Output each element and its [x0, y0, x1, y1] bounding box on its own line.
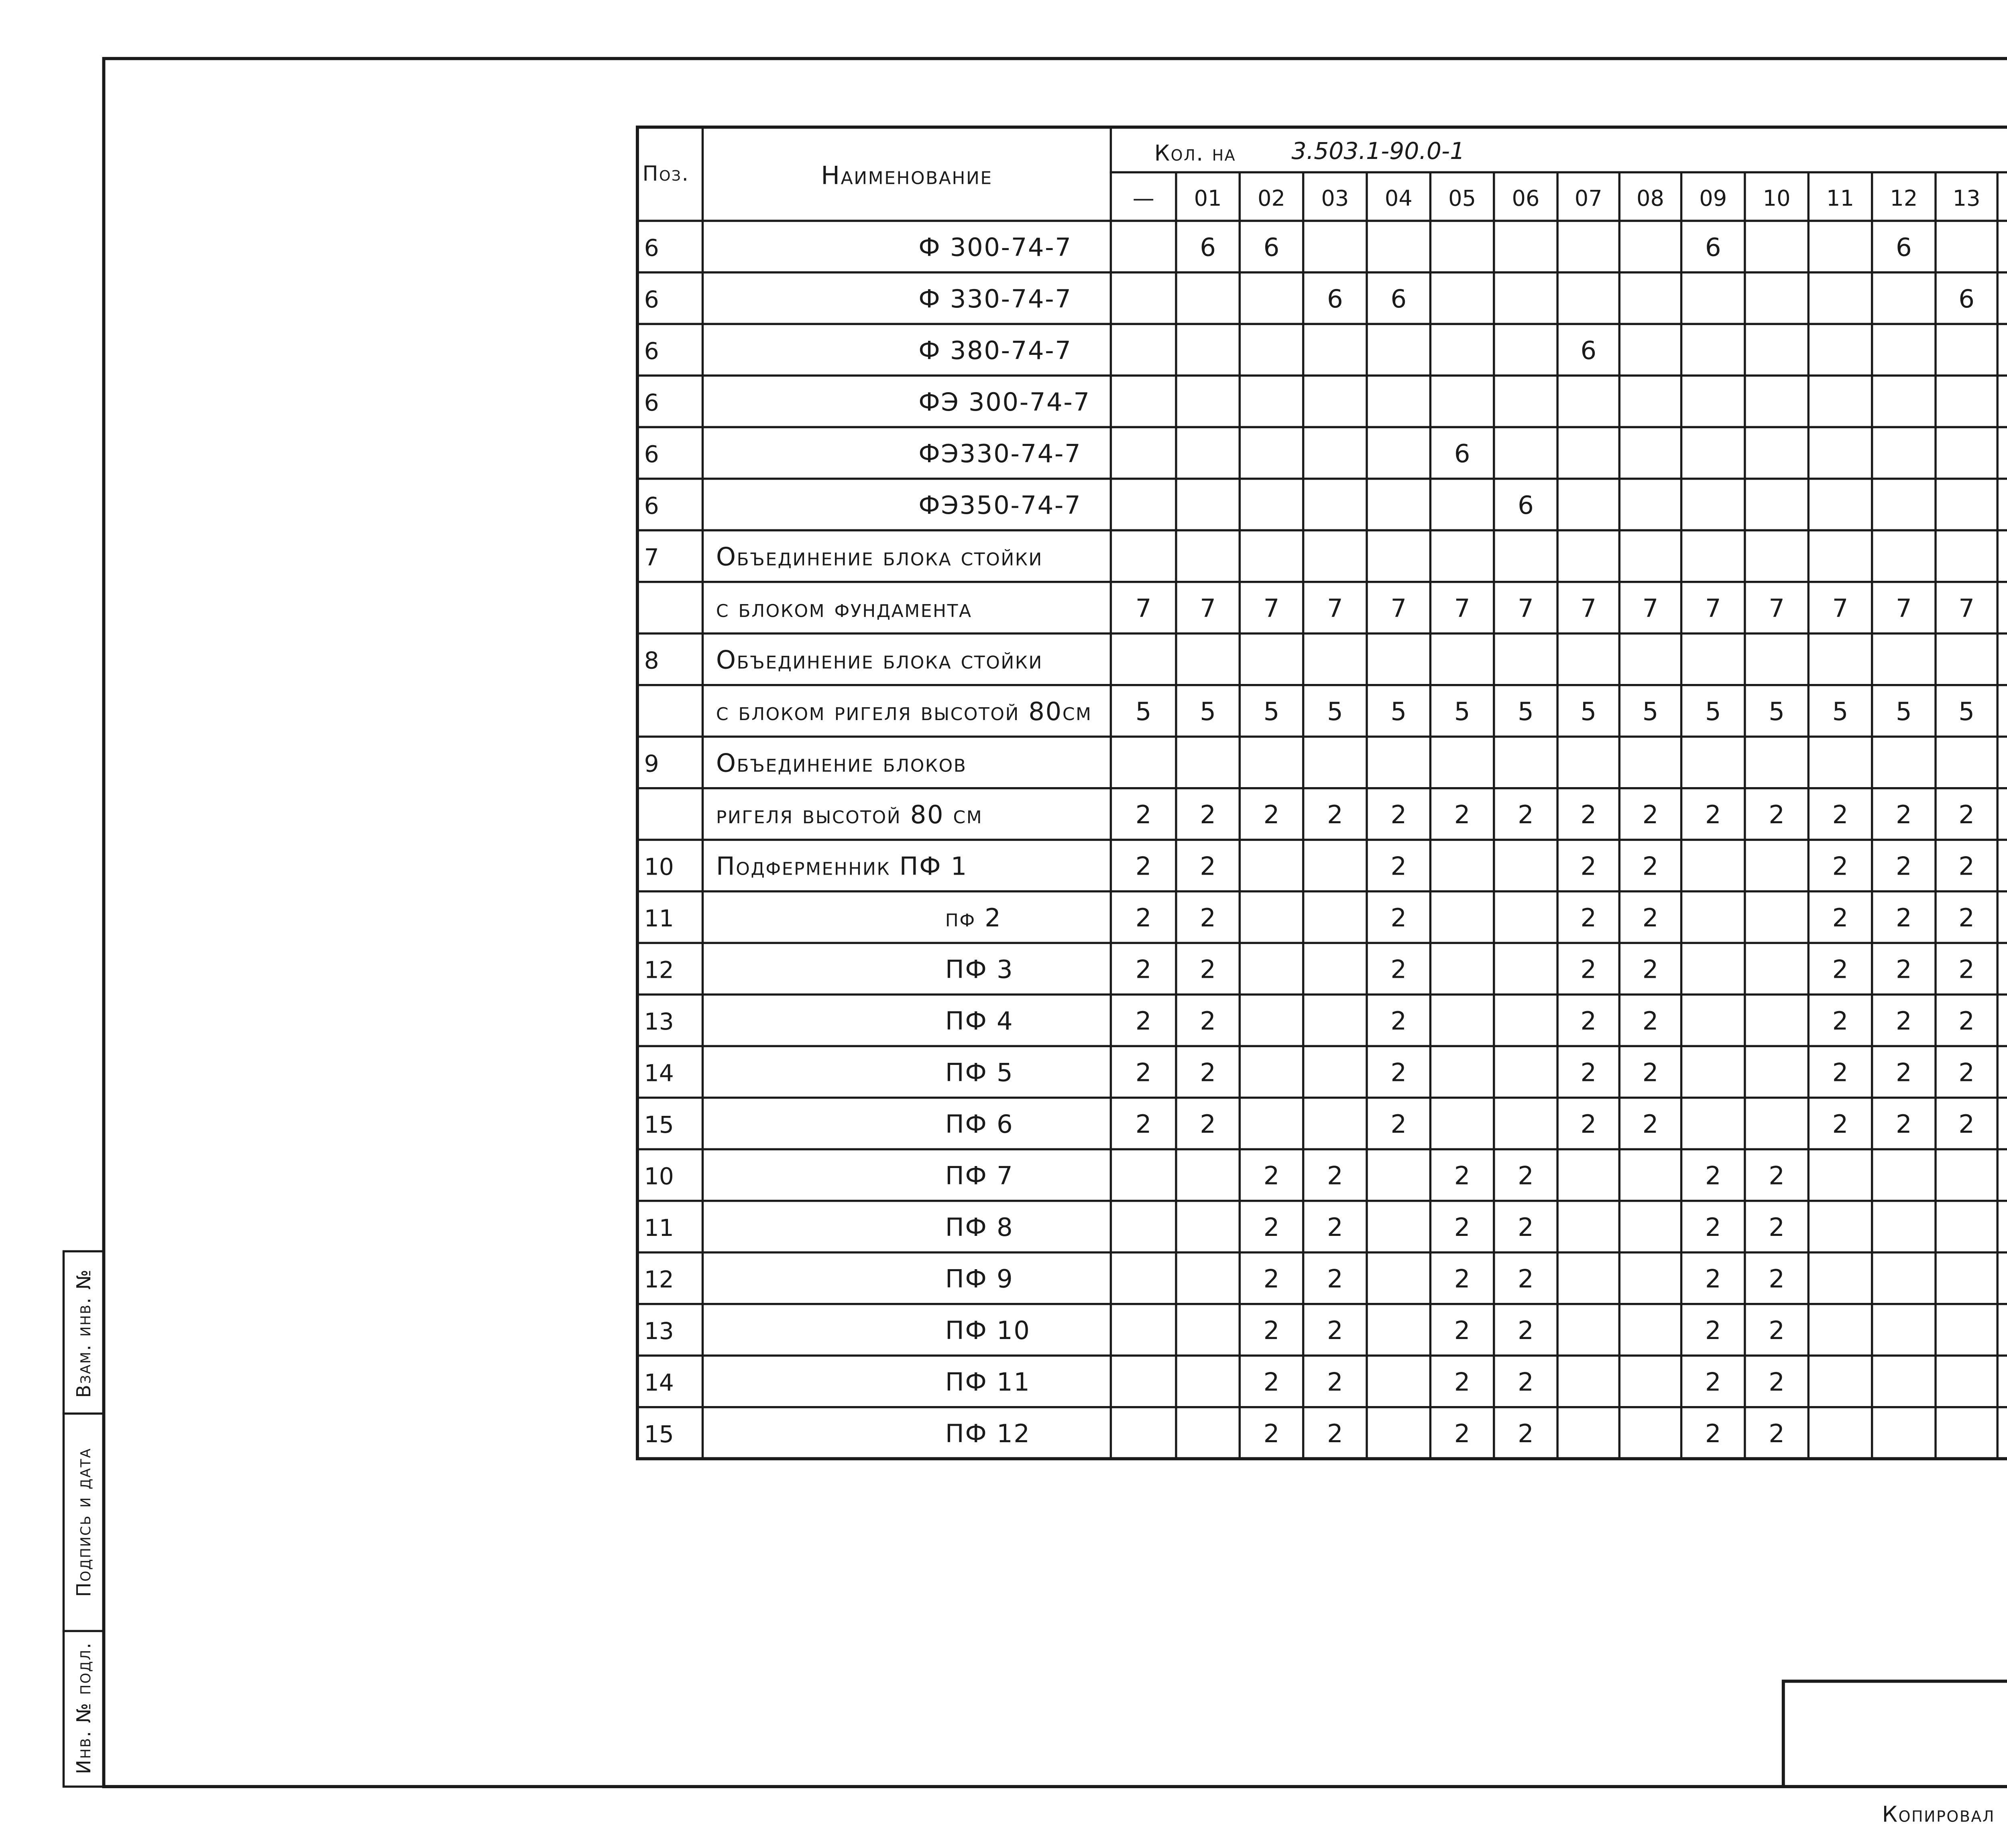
quantity-cell: 2 [1832, 955, 1848, 984]
quantity-column-header: 05 [1448, 185, 1476, 211]
quantity-cell: 2 [1895, 851, 1912, 881]
quantity-column-header: — [1132, 185, 1154, 211]
quantity-cell: 2 [1832, 1058, 1848, 1087]
quantity-cell: 2 [1769, 1367, 1785, 1397]
quantity-cell: 2 [1390, 1109, 1407, 1139]
quantity-cell: 6 [1958, 284, 1975, 313]
quantity-cell: 2 [1705, 1161, 1721, 1191]
quantity-cell: 2 [1200, 903, 1216, 932]
quantity-cell: 2 [1642, 800, 1659, 829]
quantity-cell: 2 [1135, 851, 1152, 881]
quantity-cell: 2 [1327, 1161, 1343, 1191]
quantity-cell: 2 [1832, 800, 1848, 829]
quantity-cell: 2 [1327, 1367, 1343, 1397]
name-cell: ПФ 3 [945, 955, 1014, 984]
quantity-cell: 5 [1769, 696, 1785, 726]
quantity-cell: 2 [1454, 1264, 1470, 1294]
quantity-cell: 6 [1705, 232, 1721, 262]
name-cell: ПФ 7 [945, 1161, 1014, 1191]
position-cell: 15 [644, 1111, 674, 1138]
quantity-cell: 2 [1518, 1161, 1534, 1191]
quantity-cell: 6 [1518, 490, 1534, 520]
quantity-cell: 2 [1263, 1161, 1280, 1191]
quantity-cell: 2 [1895, 800, 1912, 829]
quantity-cell: 2 [1642, 1058, 1659, 1087]
header-name: Наименование [821, 161, 993, 190]
quantity-column-header: 06 [1512, 185, 1540, 211]
header-quantity-document: 3.503.1-90.0-1 [1291, 137, 1465, 165]
quantity-cell: 2 [1518, 1264, 1534, 1294]
quantity-cell: 6 [1390, 284, 1407, 313]
quantity-cell: 2 [1263, 1419, 1280, 1448]
quantity-cell: 2 [1705, 800, 1721, 829]
quantity-cell: 2 [1135, 800, 1152, 829]
name-cell: ФЭ 300-74-7 [918, 387, 1091, 417]
quantity-cell: 5 [1200, 696, 1216, 726]
quantity-cell: 2 [1200, 1006, 1216, 1036]
position-cell: 14 [644, 1369, 674, 1396]
signature-date-label: Подпись и дата [73, 1447, 96, 1597]
quantity-cell: 7 [1135, 593, 1152, 623]
position-cell: 6 [644, 285, 659, 313]
quantity-cell: 7 [1642, 593, 1659, 623]
quantity-cell: 5 [1832, 696, 1848, 726]
name-cell: ФЭ350-74-7 [918, 490, 1082, 520]
quantity-cell: 5 [1958, 696, 1975, 726]
quantity-cell: 5 [1642, 696, 1659, 726]
name-cell: Подферменник ПФ 1 [716, 851, 968, 881]
quantity-cell: 2 [1135, 903, 1152, 932]
name-cell: ПФ 8 [945, 1212, 1014, 1242]
quantity-cell: 2 [1642, 955, 1659, 984]
quantity-cell: 5 [1580, 696, 1597, 726]
quantity-cell: 2 [1263, 1212, 1280, 1242]
position-cell: 7 [644, 543, 659, 571]
position-cell: 6 [644, 389, 659, 416]
quantity-cell: 2 [1705, 1419, 1721, 1448]
quantity-cell: 6 [1580, 336, 1597, 365]
quantity-cell: 5 [1454, 696, 1470, 726]
quantity-cell: 2 [1454, 1419, 1470, 1448]
quantity-cell: 2 [1580, 1109, 1597, 1139]
position-cell: 6 [644, 440, 659, 468]
quantity-column-header: 11 [1826, 185, 1854, 211]
quantity-cell: 7 [1454, 593, 1470, 623]
quantity-column-header: 13 [1952, 185, 1981, 211]
quantity-cell: 5 [1895, 696, 1912, 726]
name-cell: ПФ 11 [945, 1367, 1031, 1397]
name-cell: Объединение блоков [716, 748, 967, 778]
quantity-cell: 2 [1200, 1058, 1216, 1087]
name-cell: ПФ 10 [945, 1315, 1031, 1345]
quantity-cell: 2 [1200, 1109, 1216, 1139]
quantity-cell: 2 [1769, 1161, 1785, 1191]
quantity-cell: 2 [1580, 955, 1597, 984]
name-cell: Ф 330-74-7 [918, 284, 1072, 313]
quantity-cell: 2 [1769, 1264, 1785, 1294]
quantity-cell: 2 [1518, 1367, 1534, 1397]
quantity-cell: 7 [1769, 593, 1785, 623]
position-cell: 9 [644, 750, 659, 777]
quantity-cell: 2 [1135, 955, 1152, 984]
quantity-cell: 2 [1705, 1264, 1721, 1294]
quantity-cell: 6 [1454, 439, 1470, 468]
quantity-cell: 2 [1263, 1367, 1280, 1397]
name-cell: Объединение блока стойки [716, 542, 1043, 572]
header-quantity-label: Кол. на [1154, 140, 1236, 166]
name-cell: ПФ 12 [945, 1419, 1031, 1448]
quantity-cell: 6 [1263, 232, 1280, 262]
quantity-cell: 2 [1518, 1315, 1534, 1345]
quantity-cell: 2 [1454, 1367, 1470, 1397]
position-cell: 10 [644, 1162, 674, 1190]
quantity-cell: 2 [1832, 1006, 1848, 1036]
quantity-column-header: 09 [1699, 185, 1727, 211]
quantity-cell: 2 [1580, 1006, 1597, 1036]
quantity-cell: 2 [1580, 800, 1597, 829]
name-cell: пф 2 [945, 903, 1002, 932]
quantity-cell: 2 [1135, 1006, 1152, 1036]
quantity-cell: 2 [1327, 1419, 1343, 1448]
quantity-cell: 2 [1705, 1367, 1721, 1397]
quantity-cell: 2 [1200, 851, 1216, 881]
replacement-inventory-label: Взам. инв. № [73, 1268, 96, 1398]
quantity-cell: 2 [1390, 1058, 1407, 1087]
position-cell: 14 [644, 1059, 674, 1087]
quantity-cell: 2 [1580, 903, 1597, 932]
quantity-cell: 2 [1895, 1058, 1912, 1087]
quantity-cell: 2 [1895, 1109, 1912, 1139]
quantity-cell: 2 [1518, 1419, 1534, 1448]
copied-by-label: Копировал [1882, 1801, 1995, 1827]
quantity-cell: 2 [1390, 903, 1407, 932]
quantity-cell: 2 [1390, 800, 1407, 829]
quantity-cell: 5 [1705, 696, 1721, 726]
name-cell: Объединение блока стойки [716, 645, 1043, 675]
position-cell: 11 [644, 904, 674, 932]
quantity-cell: 2 [1769, 1212, 1785, 1242]
quantity-cell: 2 [1135, 1109, 1152, 1139]
quantity-cell: 2 [1705, 1212, 1721, 1242]
position-cell: 11 [644, 1214, 674, 1241]
quantity-cell: 6 [1200, 232, 1216, 262]
position-cell: 6 [644, 492, 659, 519]
position-cell: 15 [644, 1420, 674, 1448]
name-cell: ПФ 4 [945, 1006, 1014, 1036]
quantity-cell: 6 [1327, 284, 1343, 313]
position-cell: 13 [644, 1007, 674, 1035]
quantity-cell: 2 [1958, 903, 1975, 932]
original-inventory-label: Инв. № подл. [73, 1642, 96, 1775]
quantity-cell: 5 [1135, 696, 1152, 726]
quantity-cell: 2 [1958, 851, 1975, 881]
quantity-cell: 2 [1454, 800, 1470, 829]
name-cell: Ф 300-74-7 [918, 232, 1072, 262]
quantity-cell: 2 [1454, 1315, 1470, 1345]
quantity-cell: 2 [1327, 800, 1343, 829]
quantity-cell: 2 [1642, 903, 1659, 932]
quantity-cell: 2 [1832, 1109, 1848, 1139]
quantity-cell: 7 [1705, 593, 1721, 623]
quantity-cell: 2 [1580, 1058, 1597, 1087]
quantity-cell: 2 [1518, 800, 1534, 829]
quantity-column-header: 04 [1384, 185, 1413, 211]
quantity-cell: 2 [1454, 1161, 1470, 1191]
quantity-cell: 2 [1769, 1419, 1785, 1448]
quantity-cell: 7 [1958, 593, 1975, 623]
position-cell: 12 [644, 956, 674, 984]
name-cell: ригеля высотой 80 см [716, 800, 983, 829]
quantity-column-header: 01 [1194, 185, 1222, 211]
quantity-cell: 2 [1958, 955, 1975, 984]
quantity-cell: 2 [1327, 1264, 1343, 1294]
quantity-cell: 7 [1200, 593, 1216, 623]
quantity-cell: 2 [1263, 1315, 1280, 1345]
quantity-cell: 2 [1642, 1109, 1659, 1139]
quantity-cell: 7 [1518, 593, 1534, 623]
quantity-cell: 7 [1263, 593, 1280, 623]
quantity-cell: 2 [1390, 851, 1407, 881]
name-cell: ПФ 9 [945, 1264, 1014, 1294]
quantity-cell: 2 [1263, 1264, 1280, 1294]
quantity-column-header: 02 [1258, 185, 1285, 211]
header-position: Поз. [642, 162, 690, 186]
quantity-cell: 2 [1327, 1212, 1343, 1242]
quantity-cell: 2 [1895, 903, 1912, 932]
quantity-cell: 2 [1390, 1006, 1407, 1036]
name-cell: ФЭ330-74-7 [918, 439, 1082, 468]
quantity-cell: 2 [1200, 800, 1216, 829]
position-cell: 12 [644, 1266, 674, 1293]
quantity-cell: 2 [1390, 955, 1407, 984]
name-cell: ПФ 5 [945, 1058, 1014, 1087]
quantity-cell: 2 [1832, 851, 1848, 881]
quantity-cell: 2 [1769, 800, 1785, 829]
quantity-cell: 2 [1895, 1006, 1912, 1036]
quantity-cell: 2 [1642, 851, 1659, 881]
position-cell: 8 [644, 647, 659, 674]
quantity-cell: 2 [1769, 1315, 1785, 1345]
quantity-cell: 2 [1454, 1212, 1470, 1242]
name-cell: ПФ 6 [945, 1109, 1014, 1139]
quantity-column-header: 03 [1321, 185, 1349, 211]
name-cell: Ф 380-74-7 [918, 336, 1072, 365]
quantity-column-header: 08 [1636, 185, 1664, 211]
quantity-cell: 7 [1327, 593, 1343, 623]
quantity-cell: 2 [1200, 955, 1216, 984]
quantity-cell: 2 [1642, 1006, 1659, 1036]
quantity-cell: 2 [1832, 903, 1848, 932]
name-cell: с блоком фундамента [716, 593, 972, 623]
position-cell: 6 [644, 337, 659, 365]
quantity-cell: 2 [1263, 800, 1280, 829]
quantity-cell: 2 [1958, 1109, 1975, 1139]
quantity-cell: 2 [1958, 1006, 1975, 1036]
quantity-cell: 5 [1263, 696, 1280, 726]
quantity-cell: 6 [1895, 232, 1912, 262]
quantity-cell: 2 [1958, 800, 1975, 829]
quantity-cell: 7 [1580, 593, 1597, 623]
quantity-cell: 7 [1832, 593, 1848, 623]
name-cell: с блоком ригеля высотой 80см [716, 696, 1092, 726]
position-cell: 10 [644, 853, 674, 881]
quantity-column-header: 10 [1763, 185, 1791, 211]
quantity-cell: 5 [1518, 696, 1534, 726]
quantity-cell: 5 [1327, 696, 1343, 726]
position-cell: 6 [644, 234, 659, 262]
quantity-cell: 7 [1390, 593, 1407, 623]
quantity-column-header: 07 [1574, 185, 1602, 211]
quantity-cell: 2 [1327, 1315, 1343, 1345]
quantity-cell: 7 [1895, 593, 1912, 623]
quantity-cell: 2 [1958, 1058, 1975, 1087]
quantity-cell: 2 [1705, 1315, 1721, 1345]
quantity-cell: 2 [1580, 851, 1597, 881]
quantity-cell: 2 [1135, 1058, 1152, 1087]
quantity-column-header: 12 [1890, 185, 1918, 211]
quantity-cell: 2 [1518, 1212, 1534, 1242]
position-cell: 13 [644, 1317, 674, 1345]
quantity-cell: 2 [1895, 955, 1912, 984]
quantity-cell: 5 [1390, 696, 1407, 726]
